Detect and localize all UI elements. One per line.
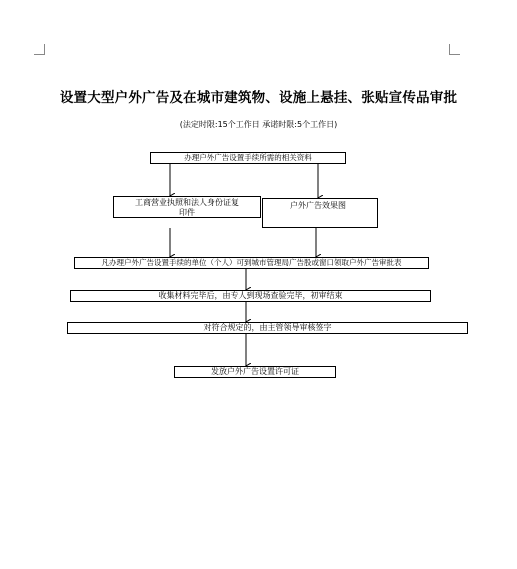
time-limit-note: (法定时限:15个工作日 承诺时限:5个工作日) xyxy=(179,120,338,129)
flow-step-issue: 发放户外广告设置许可证 xyxy=(174,366,336,378)
flow-step-apply: 凡办理户外广告设置手续的单位（个人）可到城市管理局广告股或窗口领取户外广告审批表 xyxy=(74,257,429,269)
flow-step-materials: 办理户外广告设置手续所需的相关资料 xyxy=(150,152,346,164)
flow-step-collect: 收集材料完毕后，由专人到现场查验完毕，初审结束 xyxy=(70,290,431,302)
flow-step-effect: 户外广告效果图 xyxy=(262,198,378,228)
flow-step-license: 工商营业执照和法人身份证复印件 xyxy=(113,196,261,218)
flow-step-review: 对符合规定的，由主管领导审核签字 xyxy=(67,322,468,334)
document-title: 设置大型户外广告及在城市建筑物、设施上悬挂、张贴宣传品审批 xyxy=(59,90,458,106)
